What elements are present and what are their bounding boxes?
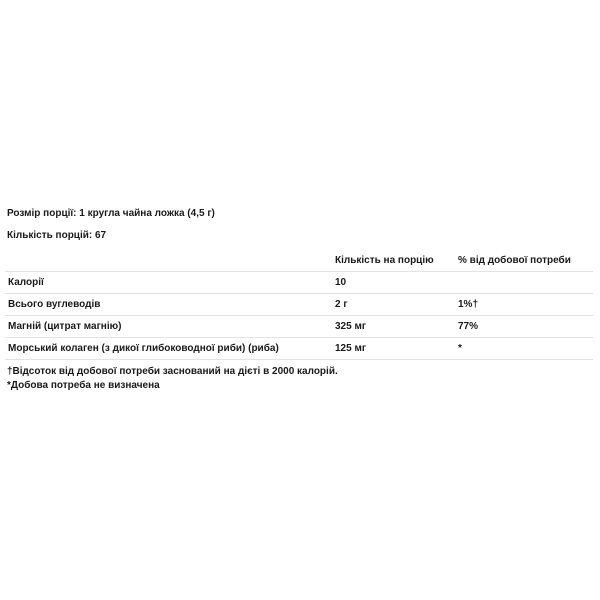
header-nutrient — [5, 249, 332, 272]
header-daily-value: % від добової потреби — [455, 249, 593, 272]
nutrient-daily-value: 77% — [455, 316, 593, 338]
nutrient-name: Калорії — [5, 272, 332, 294]
nutrient-name: Всього вуглеводів — [5, 294, 332, 316]
header-amount-per-serving: Кількість на порцію — [332, 249, 455, 272]
serving-size: Розмір порції: 1 кругла чайна ложка (4,5 г) — [7, 208, 215, 219]
nutrient-amount: 325 мг — [332, 316, 455, 338]
table-row — [5, 338, 593, 360]
nutrient-name: Морський колаген (з дикої глибоководної риби) (риба) — [5, 338, 332, 360]
supplement-facts-table — [5, 249, 593, 360]
nutrient-name: Магній (цитрат магнію) — [5, 316, 332, 338]
table-row — [5, 316, 593, 338]
nutrient-amount: 2 г — [332, 294, 455, 316]
nutrient-amount: 125 мг — [332, 338, 455, 360]
nutrient-amount: 10 — [332, 272, 455, 294]
table-row — [5, 272, 593, 294]
table-header-row — [5, 249, 593, 272]
nutrient-daily-value: 1%† — [455, 294, 593, 316]
nutrient-daily-value — [455, 272, 593, 294]
footnote-daily-value-basis: †Відсоток від добової потреби заснований на дієті в 2000 калорій. — [7, 366, 338, 377]
servings-count: Кількість порцій: 67 — [7, 230, 107, 241]
table-row — [5, 294, 593, 316]
nutrient-daily-value: * — [455, 338, 593, 360]
footnote-daily-value-not-established: *Добова потреба не визначена — [7, 380, 160, 391]
